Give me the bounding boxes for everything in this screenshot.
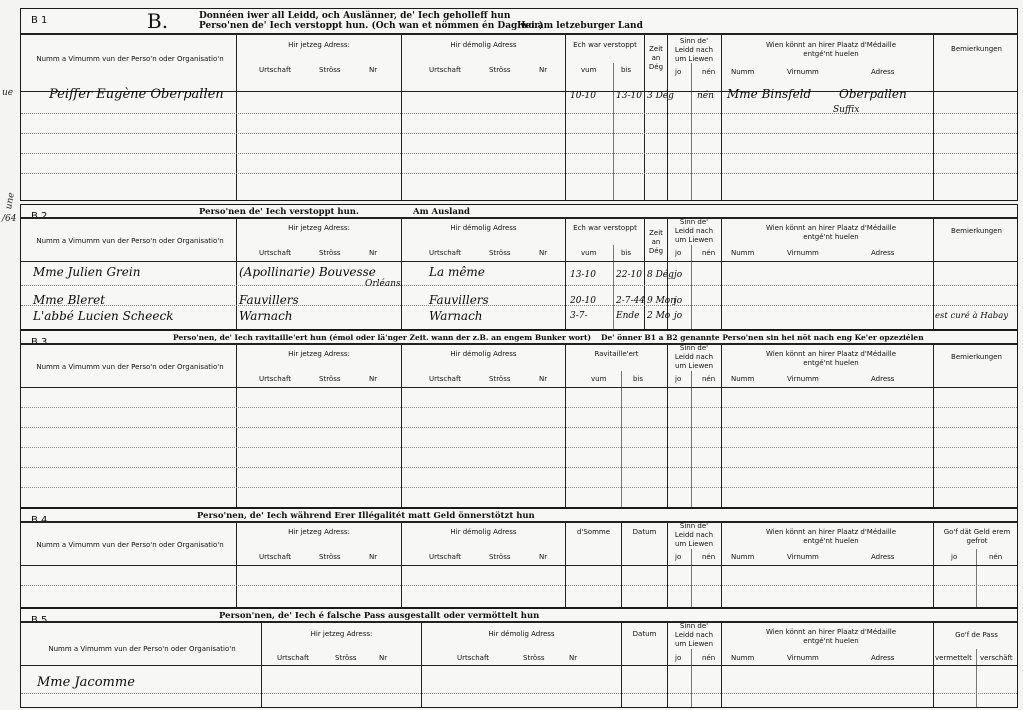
sub-jo: jo [675, 249, 682, 257]
rule [21, 621, 1017, 623]
col-header-medal: Wien könnt an hirer Plaatz d'Médaille entgé'nt huelen [765, 224, 897, 241]
col-rule [691, 63, 692, 200]
sub-stross: Ströss [489, 553, 511, 561]
entry-current-address: Warnach [239, 309, 293, 323]
col-header-name: Numm a Vimumm vun der Perso'n oder Organisatio'n [48, 645, 236, 653]
col-rule [667, 33, 668, 200]
col-header-deg: Dég [648, 247, 664, 255]
sub-nr: Nr [569, 654, 578, 662]
col-header-hidden: Ech war verstoppt [573, 224, 637, 232]
row-rule [21, 285, 1017, 286]
entry-name: Mme Julien Grein [33, 265, 141, 279]
col-rule [721, 621, 722, 707]
entry-old-address: Warnach [429, 309, 483, 323]
col-header-damage: Sinn de' Leidd nach um Liewen [674, 218, 714, 244]
rule [21, 217, 1017, 219]
col-rule [613, 63, 614, 200]
sub-jo: jo [675, 553, 682, 561]
sub-urtschaft: Urtschaft [429, 249, 462, 257]
sub-virnumm: Virnumm [787, 68, 819, 76]
col-header-hidden: Ech war verstoppt [573, 41, 637, 49]
col-header-zeit: Zeit [649, 229, 663, 237]
sub-numm: Numm [731, 553, 755, 561]
col-rule [613, 245, 614, 329]
sub-urtschaft: Urtschaft [429, 66, 462, 74]
entry-vum: 10-10 [570, 91, 596, 101]
entry-bis: Ende [616, 311, 640, 321]
entry-zeit: 3 Dég [647, 91, 674, 101]
sub-stross: Ströss [319, 249, 341, 257]
header-rule [21, 665, 1017, 666]
col-header-name: Numm a Vimumm vun der Perso'n oder Organisatio'n [36, 363, 224, 371]
section-b1 [20, 8, 1018, 201]
section-note: De' önner B1 a B2 genannte Perso'nen sin hei nöt nach eng Ke'er opzeziélen [601, 333, 924, 342]
section-title: Person'nen, de' Iech é falsche Pass ausgestallt oder vermöttelt hun [219, 611, 540, 621]
sub-nr: Nr [539, 66, 548, 74]
sub-jo: jo [675, 68, 682, 76]
row-rule [21, 427, 1017, 428]
header-rule [21, 565, 1017, 566]
row-rule [21, 133, 1017, 134]
col-rule [721, 33, 722, 200]
sub-numm: Numm [731, 68, 755, 76]
sub-nr: Nr [369, 249, 378, 257]
sub-nr: Nr [539, 249, 548, 257]
col-header-damage: Sinn de' Leidd nach um Liewen [674, 37, 714, 63]
col-rule [236, 343, 237, 507]
col-rule [721, 343, 722, 507]
header-rule [21, 387, 1017, 388]
row-rule [21, 113, 1017, 114]
sub-urtschaft: Urtschaft [259, 249, 292, 257]
col-rule [976, 649, 977, 707]
col-rule [976, 549, 977, 607]
entry-old-address: Fauvillers [429, 293, 489, 307]
row-rule [21, 693, 1017, 694]
section-title: Perso'nen, de' Iech während Erer Illégalitét matt Geld önnerstötzt hun [197, 511, 535, 521]
sub-nr: Nr [379, 654, 388, 662]
section-title: Donnéen iwer all Leidd, och Auslänner, de' Iech geholleff hun [199, 11, 511, 21]
sub-nen: nén [702, 249, 716, 257]
col-header-pass: Go'f de Pass [955, 631, 998, 639]
col-rule [565, 343, 566, 507]
entry-current-address: (Apollinarie) Bouvesse [239, 265, 376, 279]
sub-nen: nén [702, 375, 716, 383]
section-b3 [20, 330, 1018, 508]
entry-jo: jo [674, 270, 683, 280]
section-region: Hei am letzeburger Land [517, 21, 643, 31]
entry-name: Peiffer Eugène Oberpallen [49, 87, 224, 102]
col-header-current-address: Hir jetzeg Adress: [310, 630, 373, 638]
col-rule [721, 521, 722, 607]
sub-virnumm: Virnumm [787, 375, 819, 383]
sub-numm: Numm [731, 654, 755, 662]
entry-bis: 13-10 [616, 91, 642, 101]
col-header-deg: Dég [648, 63, 664, 71]
entry-current-address: Fauvillers [239, 293, 299, 307]
entry-vum: 13-10 [570, 270, 596, 280]
col-rule [565, 217, 566, 329]
col-header-old-address: Hir démolig Adress [450, 224, 517, 232]
entry-bis: 2-7-44 [616, 296, 645, 306]
col-header-current-address: Hir jetzeg Adress: [288, 528, 350, 536]
col-rule [691, 245, 692, 329]
sub-nr: Nr [369, 553, 378, 561]
row-rule [21, 487, 1017, 488]
entry-medal-address: Oberpallen [839, 87, 907, 101]
margin-note: une [4, 191, 17, 211]
sub-stross: Ströss [319, 375, 341, 383]
col-header-medal: Wien könnt an hirer Plaatz d'Médaille entgé'nt huelen [765, 350, 897, 367]
col-header-paid: Go'f dät Geld erem gefrot [943, 528, 1011, 545]
entry-zeit: 9 Mon [647, 296, 677, 306]
entry-jo: jo [674, 311, 683, 321]
sub-nr: Nr [369, 66, 378, 74]
col-rule [667, 521, 668, 607]
col-header-an: an [651, 238, 661, 246]
col-header-old-address: Hir démolig Adress [450, 528, 517, 536]
col-header-old-address: Hir démolig Adress [450, 350, 517, 358]
rule [21, 33, 1017, 35]
sub-nen: nén [702, 553, 716, 561]
col-header-datum: Datum [632, 528, 657, 536]
col-rule [691, 649, 692, 707]
section-id: B 1 [31, 15, 48, 26]
col-header-damage: Sinn de' Leidd nach um Liewen [674, 622, 714, 648]
sub-stross: Ströss [319, 553, 341, 561]
section-b5 [20, 608, 1018, 708]
sub-stross: Ströss [319, 66, 341, 74]
entry-remark: est curé à Habay [935, 311, 1009, 321]
sub-urtschaft: Urtschaft [277, 654, 310, 662]
sub-jo: jo [675, 654, 682, 662]
form-letter: B. [147, 9, 169, 33]
entry-name: Mme Jacomme [37, 675, 135, 690]
row-rule [21, 467, 1017, 468]
sub-virnumm: Virnumm [787, 249, 819, 257]
section-region: Am Ausland [413, 207, 470, 217]
margin-note: ue [2, 88, 14, 98]
sub-urtschaft: Urtschaft [429, 553, 462, 561]
entry-name: L'abbé Lucien Scheeck [33, 309, 174, 323]
sub-nr: Nr [539, 553, 548, 561]
sub-adress: Adress [871, 68, 895, 76]
entry-jo: jo [674, 296, 683, 306]
col-rule [933, 343, 934, 507]
col-header-medal: Wien könnt an hirer Plaatz d'Médaille entgé'nt huelen [765, 41, 897, 58]
sub-nr: Nr [369, 375, 378, 383]
col-header-current-address: Hir jetzeg Adress: [288, 224, 350, 232]
col-header-remarks: Bemierkungen [951, 227, 1002, 235]
entry-medal-name: Mme Binsfeld [727, 87, 812, 101]
col-header-current-address: Hir jetzeg Adress: [288, 41, 350, 49]
row-rule [21, 585, 1017, 586]
entry-nen: nén [697, 91, 714, 101]
col-rule [667, 621, 668, 707]
section-title: Perso'nen, de' Iech ravitaille'ert hun (émol oder lä'nger Zeit. wann der z.B. an engem Bunker wort) [173, 333, 592, 342]
col-header-ravit: Ravitaille'ert [594, 350, 639, 358]
section-title: Perso'nen de' Iech verstoppt hun. (Och wan et nömmen én Dag wor) [199, 21, 544, 31]
sub-urtschaft: Urtschaft [259, 553, 292, 561]
sub-adress: Adress [871, 375, 895, 383]
sub-adress: Adress [871, 654, 895, 662]
col-rule [401, 343, 402, 507]
sub-urtschaft: Urtschaft [429, 375, 462, 383]
sub-jo: jo [675, 375, 682, 383]
col-header-medal: Wien könnt an hirer Plaatz d'Médaille entgé'nt huelen [765, 528, 897, 545]
entry-medal-note: Suffix [833, 105, 860, 115]
sub-virnumm: Virnumm [787, 654, 819, 662]
row-rule [21, 153, 1017, 154]
sub-urtschaft: Urtschaft [259, 375, 292, 383]
sub-urtschaft: Urtschaft [259, 66, 292, 74]
col-header-zeit: Zeit [649, 45, 663, 53]
col-header-damage: Sinn de' Leidd nach um Liewen [674, 522, 714, 548]
entry-vum: 20-10 [570, 296, 596, 306]
sub-nen: nén [702, 654, 716, 662]
sub-adress: Adress [871, 249, 895, 257]
sub-vermettelt: vermettelt [935, 654, 972, 662]
col-header-current-address: Hir jetzeg Adress: [288, 350, 350, 358]
entry-old-address: La même [429, 265, 485, 279]
margin-note: /64 [2, 214, 17, 224]
sub-bis: bis [633, 375, 644, 383]
sub-stross: Ströss [489, 249, 511, 257]
col-header-old-address: Hir démolig Adress [450, 41, 517, 49]
sub-bis: bis [621, 66, 632, 74]
sub-nen: nén [989, 553, 1003, 561]
sub-vum: vum [581, 66, 597, 74]
col-rule [401, 217, 402, 329]
col-rule [236, 33, 237, 200]
col-header-name: Numm a Vimumm vun der Perso'n oder Organisatio'n [36, 55, 224, 63]
col-header-medal: Wien könnt an hirer Plaatz d'Médaille entgé'nt huelen [765, 628, 897, 645]
entry-zeit: 2 Mo [647, 311, 671, 321]
sub-nen: nén [702, 68, 716, 76]
sub-numm: Numm [731, 249, 755, 257]
sub-stross: Ströss [489, 66, 511, 74]
sub-numm: Numm [731, 375, 755, 383]
col-header-somme: d'Somme [576, 528, 611, 536]
col-rule [721, 217, 722, 329]
sub-nr: Nr [539, 375, 548, 383]
section-b2 [20, 204, 1018, 330]
col-header-name: Numm a Vimumm vun der Perso'n oder Organisatio'n [36, 237, 224, 245]
col-header-datum: Datum [632, 630, 657, 638]
col-header-remarks: Bemierkungen [951, 353, 1002, 361]
rule [21, 521, 1017, 523]
section-title: Perso'nen de' Iech verstoppt hun. [199, 207, 359, 217]
row-rule [21, 407, 1017, 408]
row-rule [21, 447, 1017, 448]
entry-name: Mme Bleret [33, 293, 105, 307]
col-rule [401, 33, 402, 200]
sub-vum: vum [591, 375, 607, 383]
sub-urtschaft: Urtschaft [457, 654, 490, 662]
sub-adress: Adress [871, 553, 895, 561]
row-rule [21, 173, 1017, 174]
sub-vum: vum [581, 249, 597, 257]
sub-stross: Ströss [489, 375, 511, 383]
sub-stross: Ströss [335, 654, 357, 662]
entry-bis: 22-10 [616, 270, 642, 280]
col-rule [667, 343, 668, 507]
sub-stross: Ströss [523, 654, 545, 662]
sub-jo: jo [951, 553, 958, 561]
col-header-damage: Sinn de' Leidd nach um Liewen [674, 344, 714, 370]
col-rule [933, 521, 934, 607]
col-rule [236, 217, 237, 329]
col-header-name: Numm a Vimumm vun der Perso'n oder Organisatio'n [36, 541, 224, 549]
col-header-an: an [651, 54, 661, 62]
entry-zeit: 8 Dég [647, 270, 674, 280]
row-rule [21, 305, 1017, 306]
col-header-old-address: Hir démolig Adress [488, 630, 555, 638]
entry-vum: 3-7- [570, 311, 588, 321]
section-b4 [20, 508, 1018, 608]
col-rule [691, 549, 692, 607]
entry-address-note: Orléans [365, 279, 401, 289]
col-rule [933, 33, 934, 200]
sub-virnumm: Virnumm [787, 553, 819, 561]
col-rule [565, 33, 566, 200]
header-rule [21, 261, 1017, 262]
sub-bis: bis [621, 249, 632, 257]
col-header-remarks: Bemierkungen [951, 45, 1002, 53]
rule [21, 343, 1017, 345]
sub-verschaft: verschäft [980, 654, 1013, 662]
